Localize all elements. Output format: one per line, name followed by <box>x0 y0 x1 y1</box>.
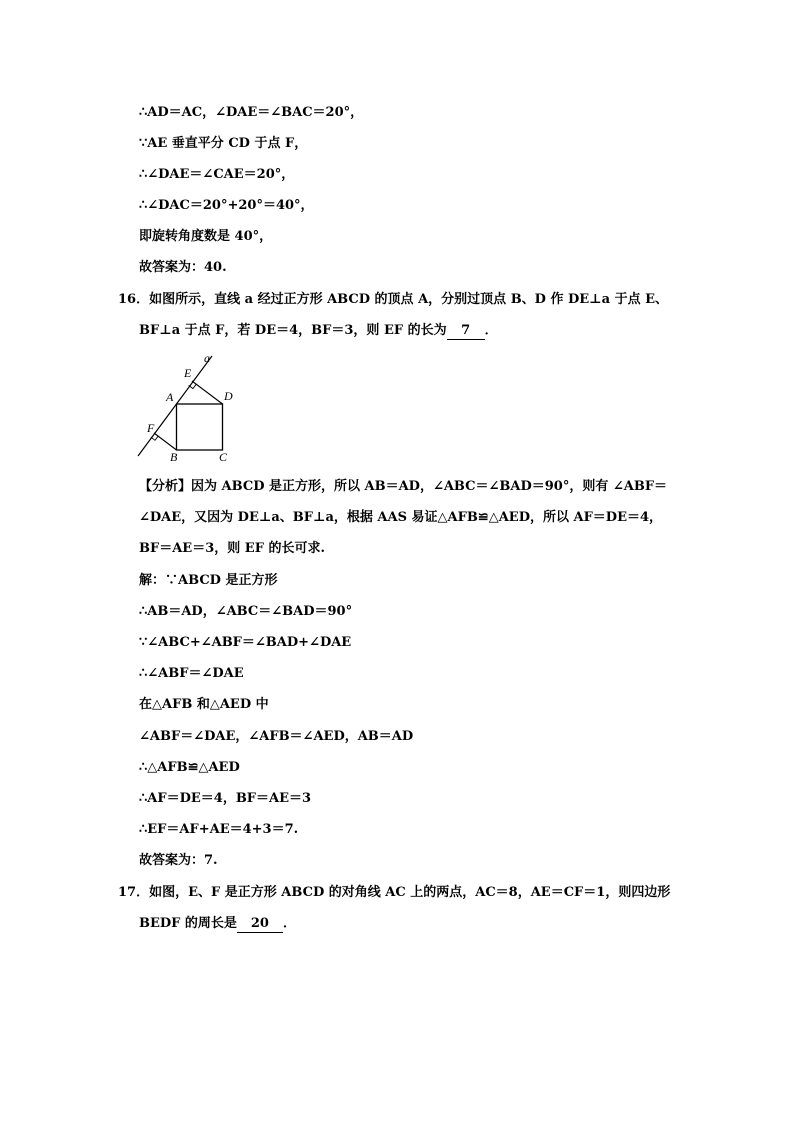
solution-line: ∵∠ABC+∠ABF＝∠BAD+∠DAE <box>139 635 352 650</box>
analysis-line: BF＝AE＝3，则 EF 的长可求. <box>139 541 325 556</box>
segment-bf <box>154 433 177 450</box>
right-angle-mark-e <box>189 384 197 388</box>
question-16-suffix: ． <box>484 323 498 338</box>
text-line: ∴∠DAC＝20°+20°＝40°， <box>139 198 314 213</box>
solution-line: ∴EF＝AF+AE＝4+3＝7. <box>139 822 299 837</box>
solution-line: 故答案为：7. <box>139 853 218 868</box>
question-17-stem: 17．如图，E、F 是正方形 ABCD 的对角线 AC 上的两点，AC＝8，AE＝CF＝1，则四边形 <box>118 885 671 900</box>
text-line: 故答案为：40. <box>139 260 227 275</box>
question-16-text: BF⊥a 于点 F，若 DE＝4，BF＝3，则 EF 的长为 <box>139 323 447 338</box>
solution-line: 解：∵ABCD 是正方形 <box>139 573 278 588</box>
question-16-stem: 16．如图所示，直线 a 经过正方形 ABCD 的顶点 A，分别过顶点 B、D 作 DE⊥a 于点 E、 <box>118 292 669 307</box>
question-17-suffix: ． <box>282 916 296 931</box>
segment-de <box>192 381 223 404</box>
solution-line: ∴△AFB≌△AED <box>139 760 240 775</box>
label-e: E <box>184 366 192 380</box>
text-line: 即旋转角度数是 40°， <box>139 229 273 244</box>
text-line: ∴AD＝AC，∠DAE＝∠BAC＝20°， <box>139 105 364 120</box>
analysis-line: 【分析】因为 ABCD 是正方形，所以 AB＝AD，∠ABC＝∠BAD＝90°，则有 ∠ABF＝ <box>139 479 668 494</box>
question-16-answer-blank: 7 <box>447 323 485 340</box>
square-abcd <box>177 404 223 450</box>
square-geometry-figure <box>130 348 245 466</box>
analysis-line: ∠DAE，又因为 DE⊥a、BF⊥a，根据 AAS 易证△AFB≌△AED，所以 AF＝DE＝4， <box>139 510 663 525</box>
question-16-stem-line2 <box>139 322 498 340</box>
solution-line: ∴AB＝AD，∠ABC＝∠BAD＝90° <box>139 604 353 619</box>
line-a <box>138 356 212 456</box>
solution-line: ∠ABF＝∠DAE，∠AFB＝∠AED，AB＝AD <box>139 729 414 744</box>
solution-line: ∴AF＝DE＝4，BF＝AE＝3 <box>139 791 312 806</box>
question-17-answer-blank: 20 <box>237 916 283 933</box>
solution-line: 在△AFB 和△AED 中 <box>139 697 269 712</box>
question-17-text: BEDF 的周长是 <box>139 916 237 931</box>
text-line: ∵AE 垂直平分 CD 于点 F， <box>139 136 308 151</box>
text-line: ∴∠DAE＝∠CAE＝20°， <box>139 167 295 182</box>
solution-line: ∴∠ABF＝∠DAE <box>139 666 244 681</box>
label-d: D <box>224 389 233 403</box>
label-a-vertex: A <box>166 390 174 404</box>
question-17-stem-line2 <box>139 915 296 933</box>
label-c: C <box>219 450 228 464</box>
label-b: B <box>170 450 178 464</box>
label-a: a <box>204 351 210 365</box>
label-f: F <box>147 421 155 435</box>
